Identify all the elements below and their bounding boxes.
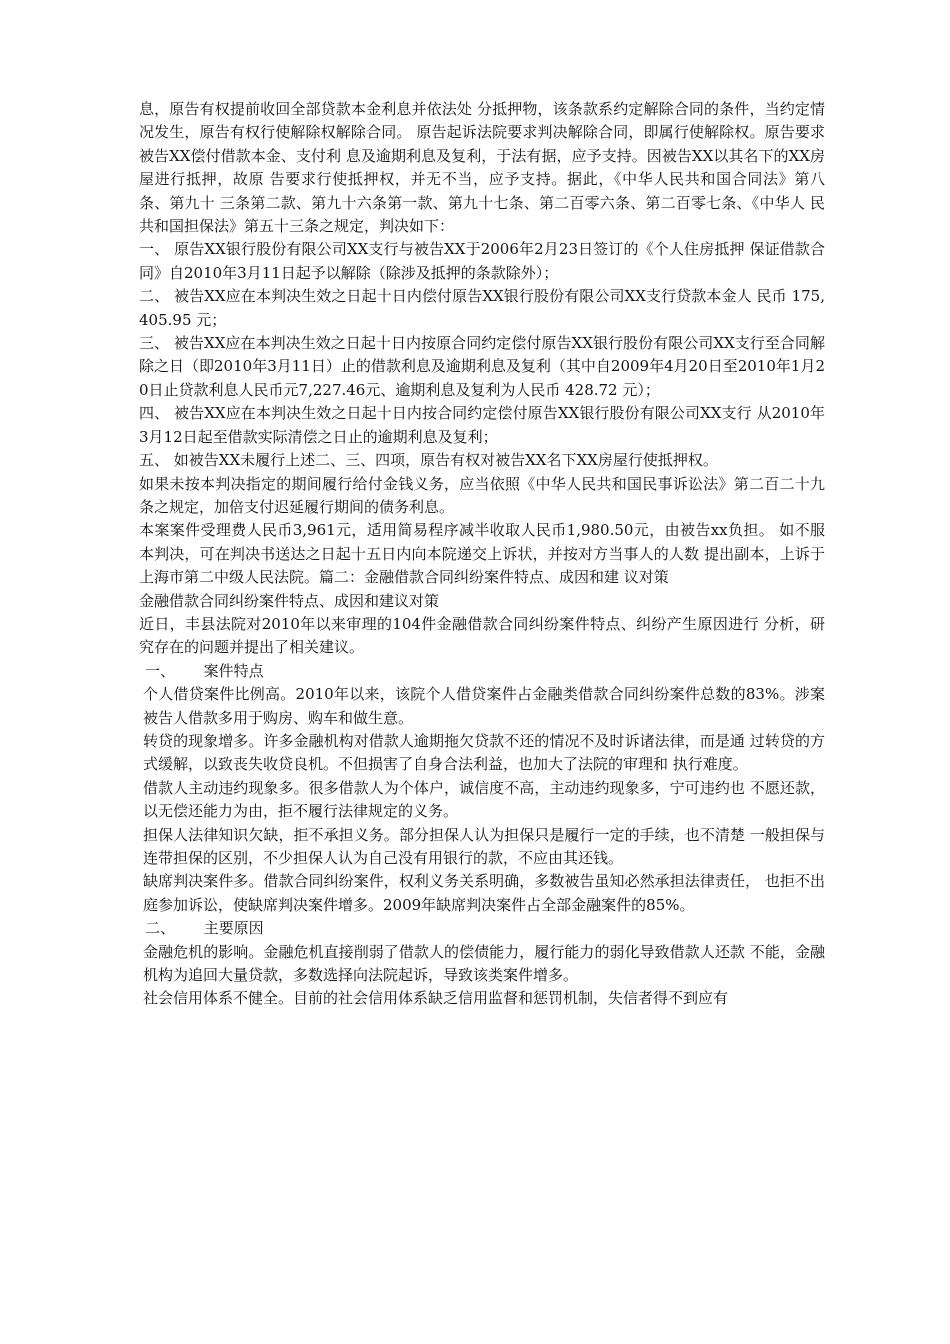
paragraph-feature-2: 转贷的现象增多。许多金融机构对借款人逾期拖欠贷款不还的情况不及时诉诸法律，而是通 过转贷的方式缓解，以致丧失收贷良机。不但损害了自身合法利益，也加大了法院的审理和 执行难度。 bbox=[143, 731, 825, 774]
document-body bbox=[139, 98, 825, 1011]
paragraph-feature-5: 缺席判决案件多。借款合同纠纷案件，权利义务关系明确，多数被告虽知必然承担法律责任， 也拒不出庭参加诉讼，使缺席判决案件增多。2009年缺席判决案件占全部金融案件的85%。 bbox=[143, 872, 825, 914]
paragraph-cause-1: 金融危机的影响。金融危机直接削弱了借款人的偿债能力，履行能力的弱化导致借款人还款 不能，金融机构为追回大量贷款，多数选择向法院起诉，导致该类案件增多。 bbox=[143, 942, 825, 985]
paragraph-ruling-item-2: 二、 被告XX应在本判决生效之日起十日内偿付原告XX银行股份有限公司XX支行贷款本金人 民币 175,405.95 元； bbox=[139, 287, 825, 329]
paragraph-feature-1: 个人借贷案件比例高。2010年以来，该院个人借贷案件占金融类借款合同纠纷案件总数的83%。涉案被告人借款多用于购房、购车和做生意。 bbox=[143, 685, 825, 727]
paragraph-ruling-item-5: 五、 如被告XX未履行上述二、三、四项，原告有权对被告XX名下XX房屋行使抵押权。 bbox=[139, 451, 718, 470]
paragraph-intro: 近日，丰县法院对2010年以来审理的104件金融借款合同纠纷案件特点、纠纷产生原因进行 分析，研究存在的问题并提出了相关建议。 bbox=[139, 614, 825, 657]
heading-case-features: 一、 案件特点 bbox=[145, 661, 264, 680]
paragraph-feature-4: 担保人法律知识欠缺，拒不承担义务。部分担保人认为担保只是履行一定的手续，也不清楚 一般担保与连带担保的区别，不少担保人认为自己没有用银行的款，不应由其还钱。 bbox=[143, 825, 825, 867]
paragraph-ruling-item-1: 一、 原告XX银行股份有限公司XX支行与被告XX于2006年2月23日签订的《个人住房抵押 保证借款合同》自2010年3月11日起予以解除（除涉及抵押的条款除外）； bbox=[139, 240, 825, 282]
paragraph-judgment-reasoning: 息，原告有权提前收回全部贷款本金利息并依法处 分抵押物，该条款系约定解除合同的条件，当约定情况发生，原告有权行使解除权解除合同。 原告起诉法院要求判决解除合同，即属行使解除权。原告要求被告XX偿付借款本金、支付利 息及逾期利息及复利，于法有据，应予支持。因被告XX以其名下的XX房屋进行抵押，故原 告要求行使抵押权，并无不当，应予支持。据此，《中华人民共和国合同法》第八条、第九十 三条第二款、第九十六条第一款、第九十七条、第二百零六条、第二百零七条、《中华人 民共和国担保法》第五十三条之规定，判决如下： bbox=[139, 100, 825, 236]
paragraph-ruling-item-4: 四、 被告XX应在本判决生效之日起十日内按合同约定偿付原告XX银行股份有限公司XX支行 从2010年3月12日起至借款实际清偿之日止的逾期利息及复利； bbox=[139, 404, 825, 446]
paragraph-court-fee-appeal: 本案案件受理费人民币3,961元，适用简易程序减半收取人民币1,980.50元，由被告xx负担。 如不服本判决，可在判决书送达之日起十五日内向本院递交上诉状，并按对方当事人的人数 提出副本，上诉于上海市第二中级人民法院。篇二：金融借款合同纠纷案件特点、成因和建 议对策 bbox=[139, 521, 825, 587]
paragraph-late-payment: 如果未按本判决指定的期间履行给付金钱义务，应当依照《中华人民共和国民事诉讼法》第二百二十九条之规定，加倍支付迟延履行期间的债务利息。 bbox=[139, 474, 825, 516]
section-title: 金融借款合同纠纷案件特点、成因和建议对策 bbox=[139, 591, 440, 610]
paragraph-ruling-item-3: 三、 被告XX应在本判决生效之日起十日内按原合同约定偿付原告XX银行股份有限公司XX支行至合同解除之日（即2010年3月11日）止的借款利息及逾期利息及复利（其中自2009年4月20日至2010年1月20日止贷款利息人民币元7,227.46元、逾期利息及复利为人民币 428.72 元）； bbox=[139, 334, 825, 399]
paragraph-feature-3: 借款人主动违约现象多。很多借款人为个体户，诚信度不高，主动违约现象多，宁可违约也 不愿还款，以无偿还能力为由，拒不履行法律规定的义务。 bbox=[143, 778, 825, 821]
heading-main-causes: 二、 主要原因 bbox=[145, 919, 264, 938]
paragraph-cause-2: 社会信用体系不健全。目前的社会信用体系缺乏信用监督和惩罚机制，失信者得不到应有 bbox=[143, 989, 729, 1008]
